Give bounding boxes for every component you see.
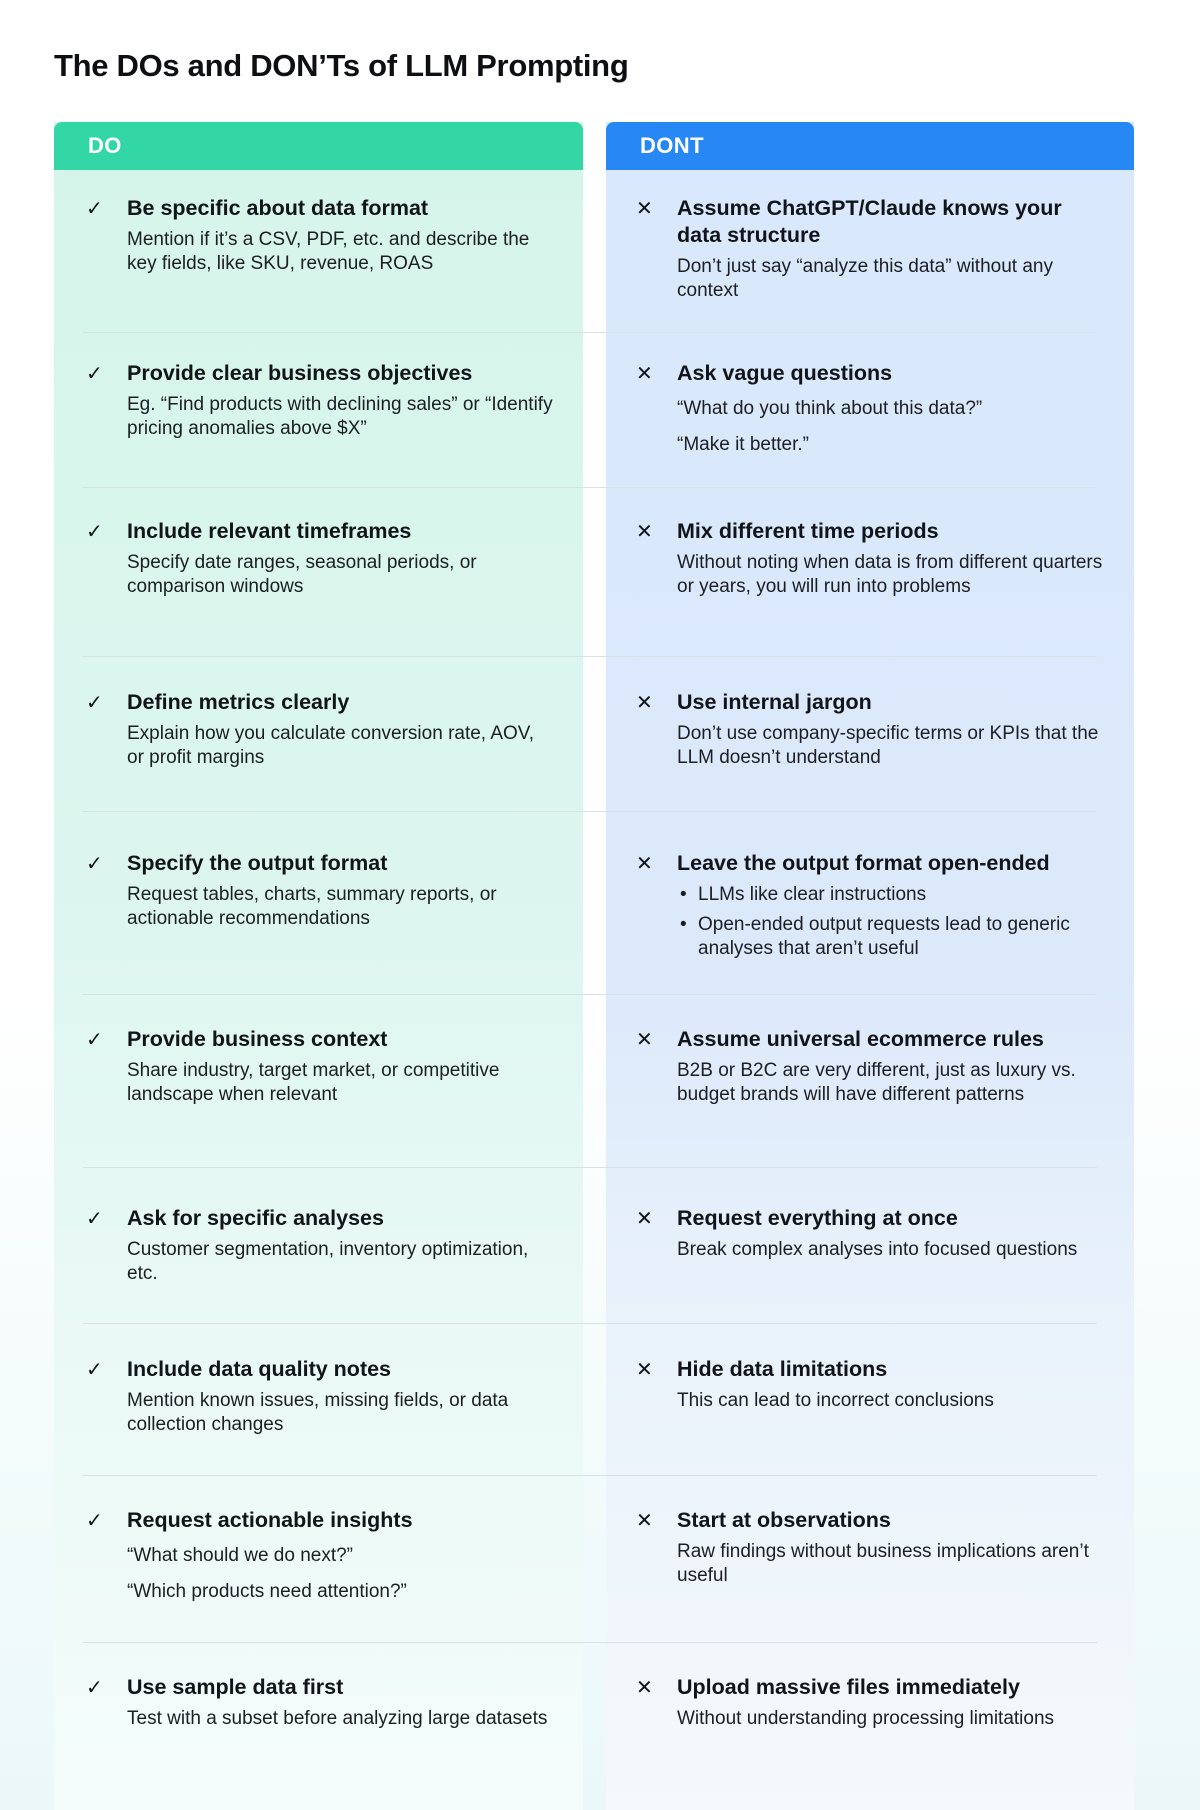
dont-item — [636, 1507, 1106, 1588]
do-item-heading: Use sample data first — [127, 1675, 344, 1699]
do-item — [86, 1356, 556, 1437]
row-divider — [83, 994, 1097, 995]
do-item-heading: Request actionable insights — [127, 1508, 413, 1532]
do-item-description: Customer segmentation, inventory optimization, etc. — [127, 1239, 529, 1284]
dont-item-description: Don’t use company-specific terms or KPIs that the LLM doesn’t understand — [677, 723, 1099, 768]
do-item-description: Mention known issues, missing fields, or data collection changes — [127, 1390, 509, 1435]
dont-item — [636, 1205, 1106, 1262]
x-icon: ✕ — [636, 692, 653, 714]
dont-item-description: This can lead to incorrect conclusions — [677, 1390, 994, 1411]
check-icon: ✓ — [86, 692, 103, 714]
dont-item-quote: “Make it better.” — [677, 434, 809, 455]
check-icon: ✓ — [86, 1510, 103, 1532]
x-icon: ✕ — [636, 198, 653, 220]
check-icon: ✓ — [86, 1208, 103, 1230]
dont-item-heading: Assume universal ecommerce rules — [677, 1027, 1044, 1051]
do-item-description: Specify date ranges, seasonal periods, or comparison windows — [127, 552, 477, 597]
row-divider — [83, 1475, 1097, 1476]
bullet-item: • LLMs like clear instructions — [677, 883, 1106, 907]
do-item-description: Share industry, target market, or competitive landscape when relevant — [127, 1060, 500, 1105]
do-item — [86, 1507, 556, 1604]
dont-item — [636, 360, 1106, 457]
x-icon: ✕ — [636, 521, 653, 543]
do-item-description: Request tables, charts, summary reports, or actionable recommendations — [127, 884, 497, 929]
dont-item-heading: Mix different time periods — [677, 519, 939, 543]
check-icon: ✓ — [86, 1359, 103, 1381]
row-divider — [83, 1323, 1097, 1324]
do-item — [86, 518, 556, 599]
dont-item — [636, 195, 1106, 303]
do-item-quote: “Which products need attention?” — [127, 1581, 407, 1602]
dont-item-description: B2B or B2C are very different, just as luxury vs. budget brands will have different patterns — [677, 1060, 1076, 1105]
dont-item-heading: Ask vague questions — [677, 361, 893, 385]
dont-item — [636, 518, 1106, 599]
dont-item-description: Without noting when data is from different quarters or years, you will run into problems — [677, 552, 1103, 597]
row-divider — [83, 487, 1097, 488]
do-item-heading: Include data quality notes — [127, 1357, 392, 1381]
dont-item-heading: Hide data limitations — [677, 1357, 888, 1381]
do-item-heading: Define metrics clearly — [127, 690, 350, 714]
do-item-heading: Provide clear business objectives — [127, 361, 473, 385]
do-item-heading: Specify the output format — [127, 851, 388, 875]
dont-item-description: Don’t just say “analyze this data” without any context — [677, 256, 1053, 301]
do-item-description: Mention if it’s a CSV, PDF, etc. and describe the key fields, like SKU, revenue, ROAS — [127, 229, 530, 274]
dont-column-header: DONT — [606, 122, 1134, 170]
do-item-heading: Include relevant timeframes — [127, 519, 412, 543]
check-icon: ✓ — [86, 198, 103, 220]
dont-item-heading: Start at observations — [677, 1508, 891, 1532]
dont-item — [636, 689, 1106, 770]
dont-item-heading: Upload massive files immediately — [677, 1675, 1020, 1699]
do-item — [86, 689, 556, 770]
check-icon: ✓ — [86, 853, 103, 875]
dont-item-description: Without understanding processing limitations — [677, 1708, 1055, 1729]
dont-item-heading: Use internal jargon — [677, 690, 872, 714]
check-icon: ✓ — [86, 1029, 103, 1051]
row-divider — [83, 1642, 1097, 1643]
do-item-description: Eg. “Find products with declining sales” or “Identify pricing anomalies above $X” — [127, 394, 553, 439]
dont-item-description: Raw findings without business implications aren’t useful — [677, 1541, 1089, 1586]
dont-item-heading: Leave the output format open-ended — [677, 851, 1050, 875]
row-divider — [83, 1167, 1097, 1168]
do-item-heading: Ask for specific analyses — [127, 1206, 384, 1230]
page-title: The DOs and DON’Ts of LLM Prompting — [54, 48, 629, 83]
do-item — [86, 1026, 556, 1107]
do-column-header: DO — [54, 122, 583, 170]
dont-item — [636, 1356, 1106, 1413]
dont-item-description: Break complex analyses into focused questions — [677, 1239, 1078, 1260]
do-item-heading: Be specific about data format — [127, 196, 429, 220]
x-icon: ✕ — [636, 853, 653, 875]
do-item-quote: “What should we do next?” — [127, 1545, 354, 1566]
do-item-description: Test with a subset before analyzing large datasets — [127, 1708, 548, 1729]
x-icon: ✕ — [636, 1029, 653, 1051]
dont-item — [636, 850, 1106, 967]
dont-item — [636, 1026, 1106, 1107]
dont-item-bullet-list — [677, 883, 1106, 961]
x-icon: ✕ — [636, 1510, 653, 1532]
row-divider — [83, 656, 1097, 657]
x-icon: ✕ — [636, 1359, 653, 1381]
x-icon: ✕ — [636, 1677, 653, 1699]
dont-item-heading: Request everything at once — [677, 1206, 958, 1230]
do-item-description: Explain how you calculate conversion rate, AOV, or profit margins — [127, 723, 534, 768]
row-divider — [83, 332, 1097, 333]
do-item — [86, 360, 556, 441]
dont-item — [636, 1674, 1106, 1731]
x-icon: ✕ — [636, 1208, 653, 1230]
check-icon: ✓ — [86, 363, 103, 385]
dont-item-heading: Assume ChatGPT/Claude knows your data structure — [677, 196, 1062, 247]
do-item — [86, 1205, 556, 1286]
check-icon: ✓ — [86, 1677, 103, 1699]
do-item-heading: Provide business context — [127, 1027, 388, 1051]
do-item — [86, 850, 556, 931]
row-divider — [83, 811, 1097, 812]
bullet-item: • Open-ended output requests lead to generic analyses that aren’t useful — [677, 913, 1106, 961]
check-icon: ✓ — [86, 521, 103, 543]
do-item — [86, 195, 556, 276]
dont-item-quote: “What do you think about this data?” — [677, 398, 983, 419]
x-icon: ✕ — [636, 363, 653, 385]
do-item — [86, 1674, 556, 1731]
